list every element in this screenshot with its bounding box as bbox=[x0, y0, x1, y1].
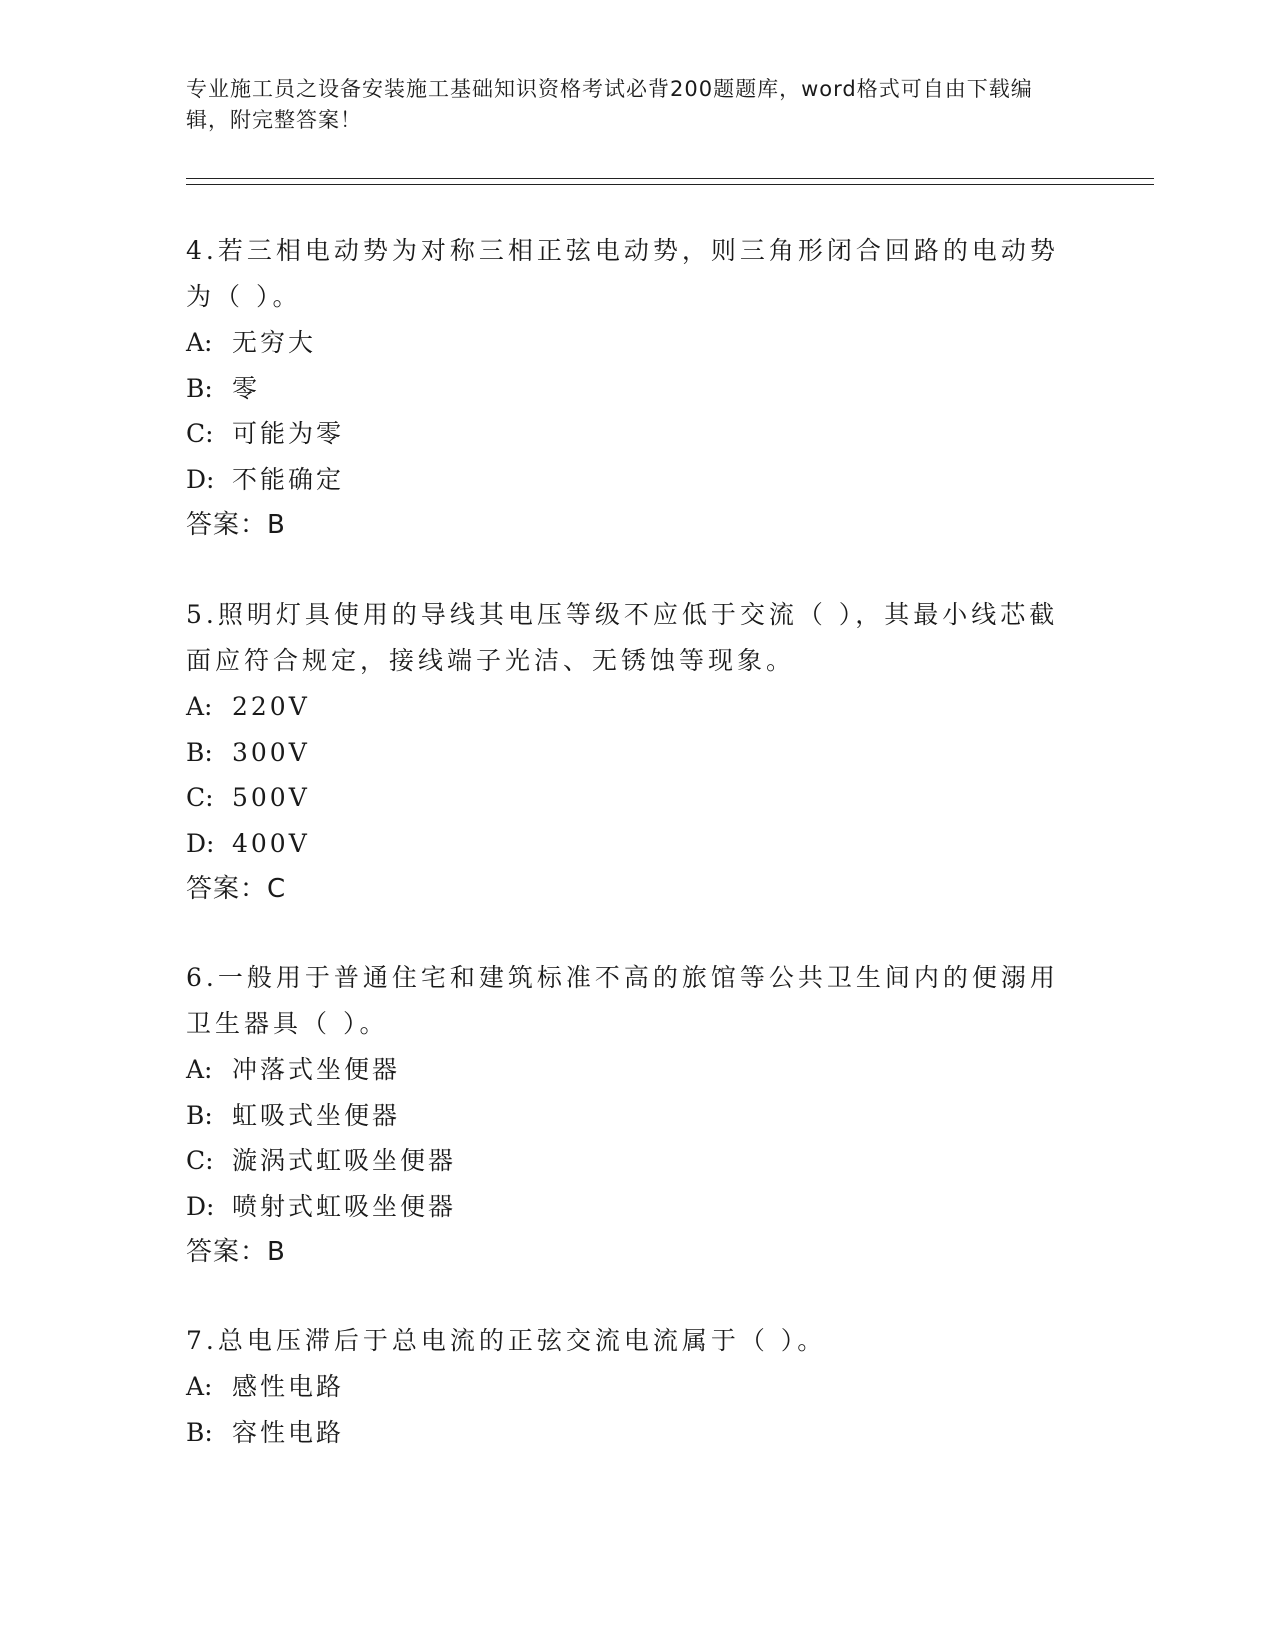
option-text: 300V bbox=[232, 737, 310, 767]
option-d bbox=[186, 821, 1086, 867]
option-text: 冲落式坐便器 bbox=[232, 1055, 401, 1084]
answer-label: 答案：C bbox=[186, 874, 287, 904]
option-d bbox=[186, 1184, 1086, 1230]
question-6 bbox=[186, 955, 1086, 1275]
option-c bbox=[186, 775, 1086, 821]
option-a bbox=[186, 320, 1086, 366]
option-text: 容性电路 bbox=[232, 1417, 345, 1447]
option-key: B: bbox=[186, 1417, 213, 1447]
option-text: 零 bbox=[232, 373, 261, 403]
option-d bbox=[186, 457, 1086, 503]
option-key: A: bbox=[186, 328, 213, 357]
option-a bbox=[186, 1047, 1086, 1093]
option-b bbox=[186, 730, 1086, 776]
option-key: A: bbox=[186, 692, 213, 721]
option-text: 无穷大 bbox=[232, 328, 317, 357]
option-key: B: bbox=[186, 737, 213, 767]
question-5 bbox=[186, 592, 1086, 912]
option-text: 虹吸式坐便器 bbox=[232, 1100, 401, 1130]
question-stem: 4.若三相电动势为对称三相正弦电动势，则三角形闭合回路的电动势为（ ）。 bbox=[186, 236, 1059, 311]
answer-label: 答案：B bbox=[186, 510, 286, 540]
option-key: B: bbox=[186, 1100, 213, 1130]
option-text: 可能为零 bbox=[232, 419, 345, 448]
document-header: 专业施工员之设备安装施工基础知识资格考试必背200题题库，word格式可自由下载编辑，附完整答案！ bbox=[186, 77, 1033, 132]
option-b bbox=[186, 1093, 1086, 1139]
option-key: D: bbox=[186, 464, 215, 494]
option-key: C: bbox=[186, 1146, 214, 1175]
question-stem: 5.照明灯具使用的导线其电压等级不应低于交流（ ），其最小线芯截面应符合规定，接线端子光洁、无锈蚀等现象。 bbox=[186, 600, 1059, 675]
option-text: 220V bbox=[232, 692, 310, 721]
option-c bbox=[186, 1138, 1086, 1184]
option-text: 500V bbox=[232, 783, 310, 812]
question-7 bbox=[186, 1318, 1086, 1455]
option-key: A: bbox=[186, 1055, 213, 1084]
option-text: 漩涡式虹吸坐便器 bbox=[232, 1146, 457, 1175]
answer-label: 答案：B bbox=[186, 1237, 286, 1267]
question-4 bbox=[186, 228, 1086, 548]
option-text: 喷射式虹吸坐便器 bbox=[232, 1191, 457, 1221]
option-a bbox=[186, 1364, 1086, 1410]
question-stem: 7.总电压滞后于总电流的正弦交流电流属于（ ）。 bbox=[186, 1326, 827, 1355]
option-b bbox=[186, 1410, 1086, 1456]
option-key: B: bbox=[186, 373, 213, 403]
option-key: D: bbox=[186, 828, 215, 858]
option-key: D: bbox=[186, 1191, 215, 1221]
option-key: C: bbox=[186, 419, 214, 448]
option-c bbox=[186, 411, 1086, 457]
option-text: 不能确定 bbox=[232, 464, 345, 494]
header-divider bbox=[186, 178, 1154, 185]
option-a bbox=[186, 684, 1086, 730]
option-key: A: bbox=[186, 1372, 213, 1401]
option-key: C: bbox=[186, 783, 214, 812]
option-text: 400V bbox=[232, 828, 310, 858]
option-text: 感性电路 bbox=[232, 1372, 345, 1401]
option-b bbox=[186, 366, 1086, 412]
question-stem: 6.一般用于普通住宅和建筑标准不高的旅馆等公共卫生间内的便溺用卫生器具（ ）。 bbox=[186, 963, 1059, 1038]
